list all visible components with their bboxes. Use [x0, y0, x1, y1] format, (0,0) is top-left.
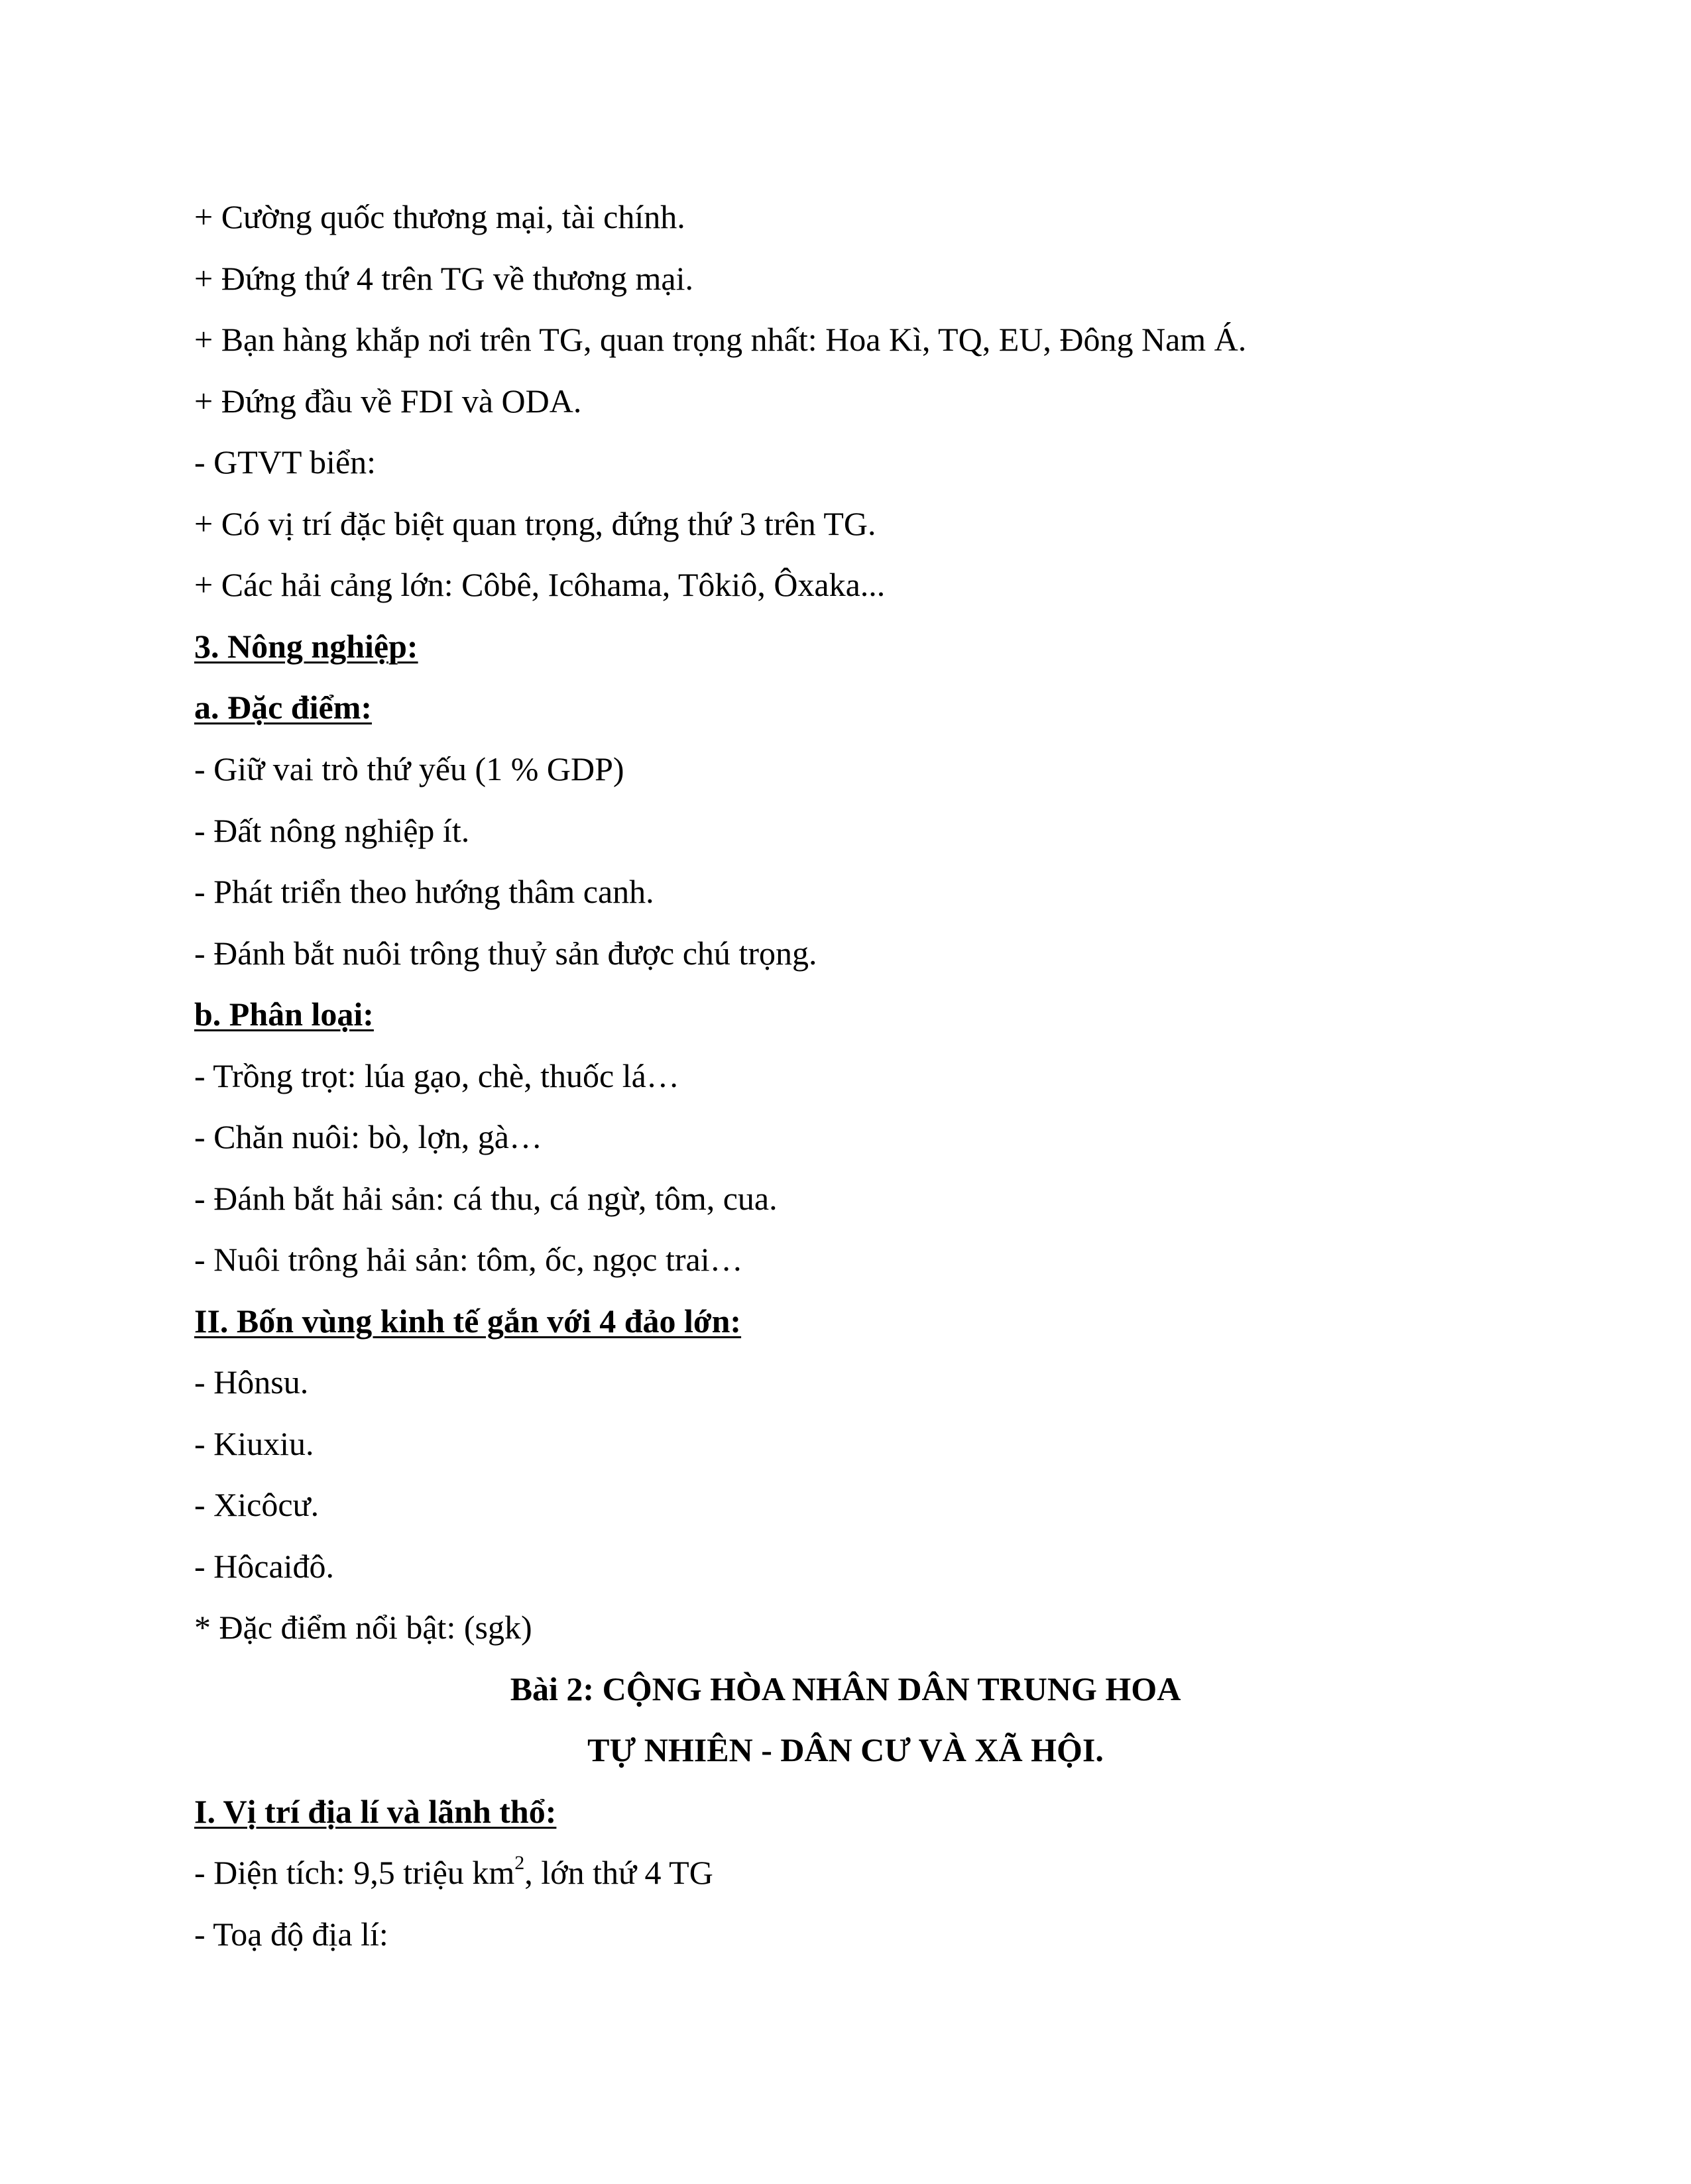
text-line: + Cường quốc thương mại, tài chính.: [194, 198, 685, 235]
lesson-subtitle: TỰ NHIÊN - DÂN CƯ VÀ XÃ HỘI.: [587, 1731, 1104, 1768]
section-heading: I. Vị trí địa lí và lãnh thổ:: [194, 1793, 557, 1830]
text-line: - Đánh bắt hải sản: cá thu, cá ngừ, tôm, cua.: [194, 1180, 778, 1217]
area-suffix: , lớn thứ 4 TG: [524, 1854, 713, 1891]
section-heading: 3. Nông nghiệp:: [194, 628, 418, 665]
section-heading: II. Bốn vùng kinh tế gắn với 4 đảo lớn:: [194, 1302, 742, 1340]
subsection-heading: b. Phân loại:: [194, 996, 374, 1033]
area-line: [194, 1853, 713, 1892]
text-line: - Đánh bắt nuôi trông thuỷ sản được chú trọng.: [194, 935, 817, 972]
text-line: * Đặc điểm nổi bật: (sgk): [194, 1609, 532, 1646]
subsection-heading: a. Đặc điểm:: [194, 689, 372, 726]
text-line: - Nuôi trông hải sản: tôm, ốc, ngọc trai…: [194, 1241, 743, 1278]
text-line: + Bạn hàng khắp nơi trên TG, quan trọng nhất: Hoa Kì, TQ, EU, Đông Nam Á.: [194, 321, 1247, 358]
text-line: + Đứng thứ 4 trên TG về thương mại.: [194, 260, 693, 297]
text-line: - Phát triển theo hướng thâm canh.: [194, 873, 654, 910]
text-line: - Kiuxiu.: [194, 1425, 314, 1462]
text-line: - Trồng trọt: lúa gạo, chè, thuốc lá…: [194, 1057, 679, 1094]
text-line: - GTVT biển:: [194, 443, 377, 481]
text-line: + Các hải cảng lớn: Côbê, Icôhama, Tôkiô, Ôxaka...: [194, 566, 886, 603]
text-line: + Có vị trí đặc biệt quan trọng, đứng thứ 3 trên TG.: [194, 505, 876, 542]
text-line: - Hôcaiđô.: [194, 1548, 335, 1585]
text-line: - Giữ vai trò thứ yếu (1 % GDP): [194, 750, 624, 787]
text-line: - Chăn nuôi: bò, lợn, gà…: [194, 1118, 542, 1155]
text-line: - Hônsu.: [194, 1363, 309, 1401]
lesson-title: Bài 2: CỘNG HÒA NHÂN DÂN TRUNG HOA: [510, 1670, 1181, 1707]
area-superscript: 2: [514, 1852, 525, 1874]
text-line: - Toạ độ địa lí:: [194, 1916, 388, 1953]
text-line: - Đất nông nghiệp ít.: [194, 812, 470, 849]
text-line: - Xicôcư.: [194, 1486, 320, 1523]
text-line: + Đứng đầu về FDI và ODA.: [194, 382, 582, 420]
area-text: - Diện tích: 9,5 triệu km: [194, 1854, 515, 1891]
